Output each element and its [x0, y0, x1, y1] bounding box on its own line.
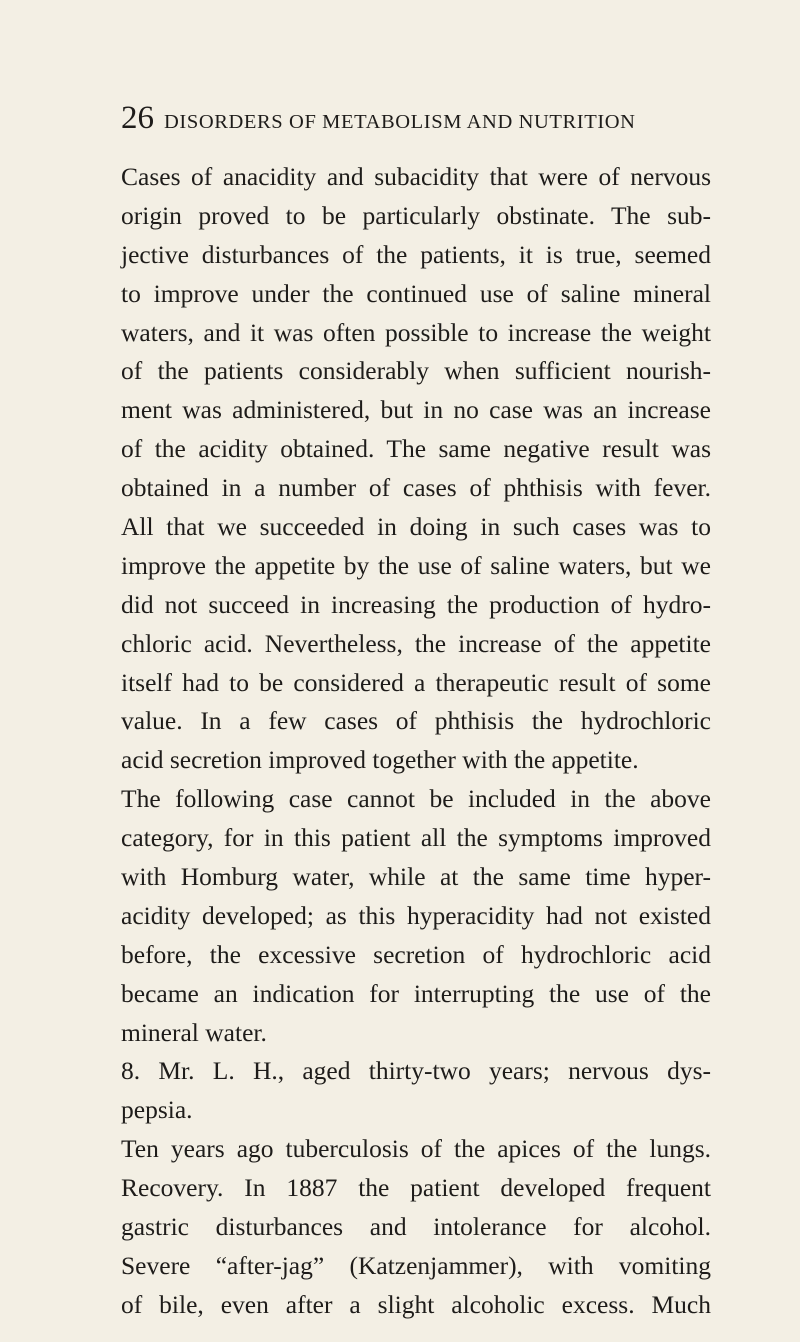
- text-line: of bile, even after a slight alcoholic excess. Much: [121, 1289, 711, 1319]
- text-line: before, the excessive secretion of hydrochloric acid: [121, 939, 711, 969]
- text-line: of the acidity obtained. The same negative result was: [121, 434, 711, 464]
- text-line: improve the appetite by the use of saline waters, but we: [121, 550, 711, 580]
- text-line: mineral water.: [121, 1017, 267, 1047]
- text-line: 8. Mr. L. H., aged thirty-two years; nervous dys-: [121, 1056, 711, 1086]
- text-line: All that we succeeded in doing in such cases was to: [121, 512, 711, 542]
- text-line: with Homburg water, while at the same time hyper-: [121, 862, 711, 892]
- page-number: 26: [121, 100, 154, 136]
- text-line: pepsia.: [121, 1095, 193, 1125]
- text-line: The following case cannot be included in the above: [121, 784, 711, 814]
- text-line: did not succeed in increasing the production of hydro-: [121, 589, 711, 619]
- text-line: Severe “after-jag” (Katzenjammer), with vomiting: [121, 1250, 711, 1280]
- text-line: Ten years ago tuberculosis of the apices of the lungs.: [121, 1134, 711, 1164]
- text-line: value. In a few cases of phthisis the hydrochloric: [121, 706, 711, 736]
- running-title: DISORDERS OF METABOLISM AND NUTRITION: [164, 111, 636, 133]
- text-line: gastric disturbances and intolerance for alcohol.: [121, 1212, 711, 1242]
- text-line: jective disturbances of the patients, it is true, seemed: [121, 239, 711, 269]
- text-line: became an indication for interrupting the use of the: [121, 978, 711, 1008]
- text-line: waters, and it was often possible to increase the weight: [121, 317, 711, 347]
- running-head: [121, 100, 711, 140]
- text-line: obtained in a number of cases of phthisis with fever.: [121, 473, 711, 503]
- text-line: Recovery. In 1887 the patient developed frequent: [121, 1173, 711, 1203]
- text-line: to improve under the continued use of saline mineral: [121, 278, 711, 308]
- text-line: of the patients considerably when sufficient nourish-: [121, 356, 711, 386]
- text-line: acidity developed; as this hyperacidity had not existed: [121, 900, 711, 930]
- text-line: origin proved to be particularly obstinate. The sub-: [121, 200, 711, 230]
- text-line: chloric acid. Nevertheless, the increase of the appetite: [121, 628, 711, 658]
- body-text: [121, 158, 711, 1325]
- text-line: acid secretion improved together with the appetite.: [121, 745, 639, 775]
- text-line: itself had to be considered a therapeutic result of some: [121, 667, 711, 697]
- text-line: Cases of anacidity and subacidity that were of nervous: [121, 162, 711, 191]
- text-line: category, for in this patient all the symptoms improved: [121, 823, 711, 853]
- text-line: ment was administered, but in no case was an increase: [121, 395, 711, 425]
